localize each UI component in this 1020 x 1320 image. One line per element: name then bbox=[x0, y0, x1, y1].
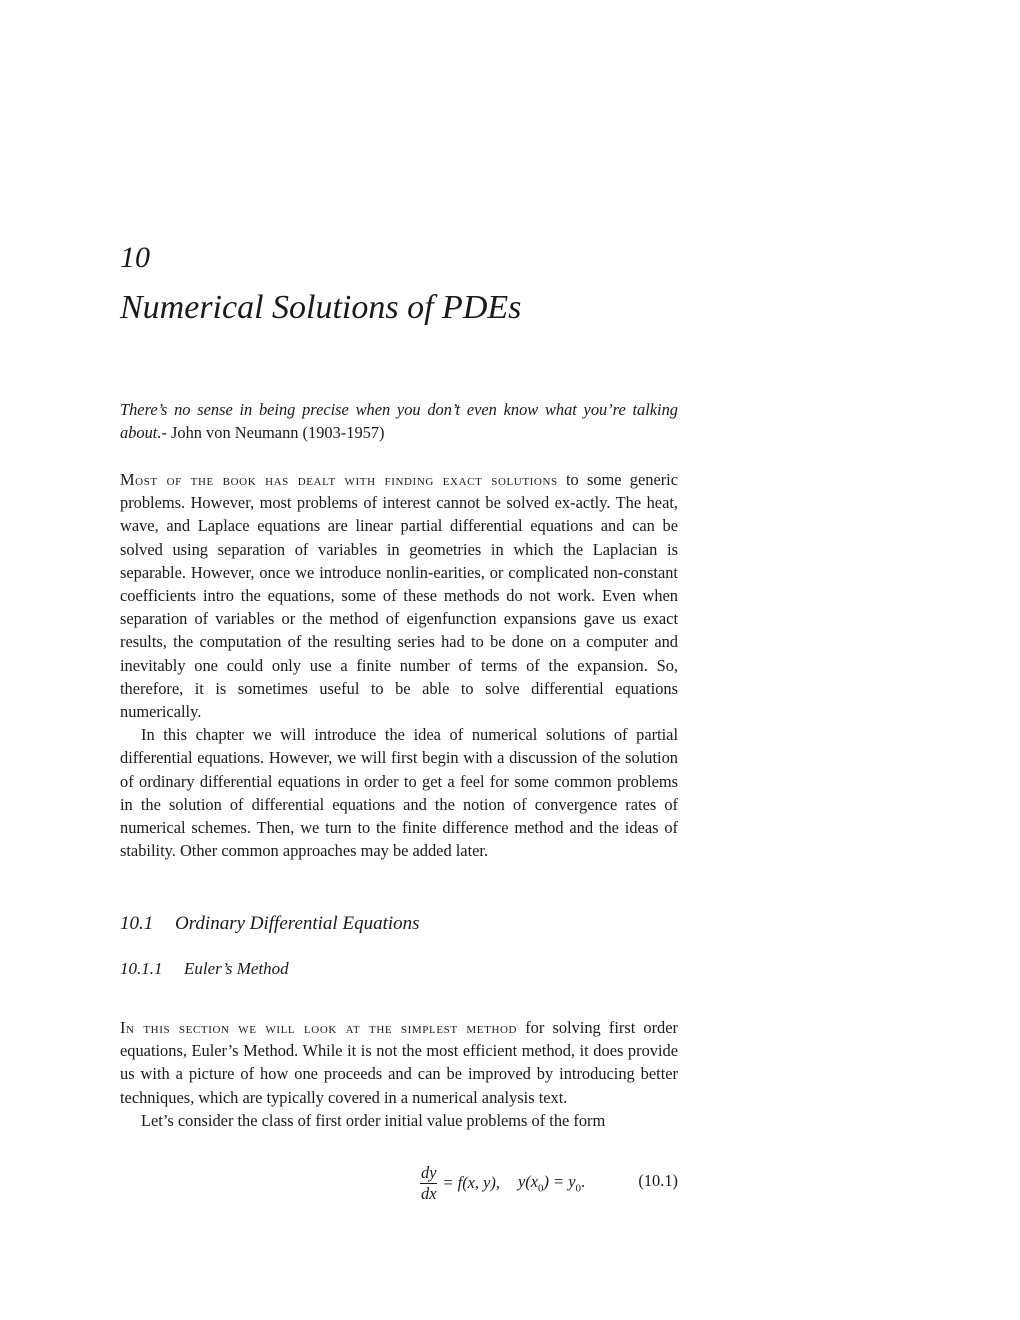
euler-text bbox=[120, 1016, 678, 1132]
section-heading bbox=[120, 912, 678, 936]
ic-sub2: 0 bbox=[575, 1182, 581, 1195]
epigraph bbox=[120, 398, 678, 444]
section-title: Ordinary Differential Equations bbox=[175, 913, 420, 934]
ic-end: . bbox=[580, 1171, 586, 1191]
epigraph-attribution: - John von Neumann (1903-1957) bbox=[161, 423, 385, 442]
euler-lead-smallcaps: In this section we will look at the simplest method bbox=[120, 1018, 518, 1037]
chapter-number: 10 bbox=[120, 241, 150, 274]
equation-10-1 bbox=[120, 1160, 678, 1206]
equation-body bbox=[420, 1160, 585, 1206]
euler-paragraph-1 bbox=[120, 1016, 678, 1109]
euler-paragraph-2: Let’s consider the class of first order initial value problems of the form bbox=[141, 1110, 606, 1130]
derivative-fraction bbox=[420, 1163, 437, 1204]
ic-mid: ) = y bbox=[543, 1171, 576, 1191]
fraction-numerator: dy bbox=[421, 1162, 437, 1182]
intro-paragraph-1-rest: to some generic problems. However, most problems of interest cannot be solved ex-actly. The heat, wave, and Laplace equations are linear partial differential equations and can be solved using separation of variables in geometries in which the Laplacian is separable. However, once we introduce nonlin-earities, or complicated non-constant coefficients intro the equations, some of these methods do not work. Even when separation of variables or the method of eigenfunction expansions gave us exact results, the computation of the resulting series had to be done on a computer and inevitably one could only use a finite number of terms of the expansion. So, therefore, it is sometimes useful to be able to solve differential equations numerically. bbox=[120, 470, 679, 722]
subsection-heading bbox=[120, 958, 678, 980]
intro-lead-smallcaps: Most of the book has dealt with finding exact solutions bbox=[120, 470, 558, 489]
intro-text bbox=[120, 468, 678, 862]
section-number: 10.1 bbox=[120, 913, 154, 934]
subsection-title: Euler’s Method bbox=[184, 959, 289, 978]
equation-rhs: = f(x, y), bbox=[442, 1173, 500, 1192]
euler-paragraph-1-rest: for solving first order equations, Euler’s Method. While it is not the most efficient method, it does provide us with a picture of how one proceeds and can be improved by introducing better techniques, which are typically covered in a numerical analysis text. bbox=[120, 1018, 678, 1107]
chapter-title: Numerical Solutions of PDEs bbox=[120, 289, 522, 326]
equation-label: (10.1) bbox=[638, 1171, 678, 1190]
ic-sub: 0 bbox=[537, 1182, 544, 1195]
ic-lhs: y(x bbox=[517, 1171, 538, 1191]
epigraph-quote: There’s no sense in being precise when you don’t even know what you’re talking about. bbox=[120, 400, 678, 442]
subsection-number: 10.1.1 bbox=[120, 959, 163, 978]
intro-paragraph-1 bbox=[120, 468, 678, 723]
initial-condition bbox=[518, 1172, 585, 1194]
fraction-denominator: dx bbox=[421, 1183, 437, 1203]
intro-paragraph-2: In this chapter we will introduce the idea of numerical solutions of partial differential equations. However, we will first begin with a discussion of the solution of ordinary differential equations in order to get a feel for some common problems in the solution of differential equations and the notion of convergence rates of numerical schemes. Then, we turn to the finite difference method and the ideas of stability. Other common approaches may be added later. bbox=[120, 725, 678, 861]
